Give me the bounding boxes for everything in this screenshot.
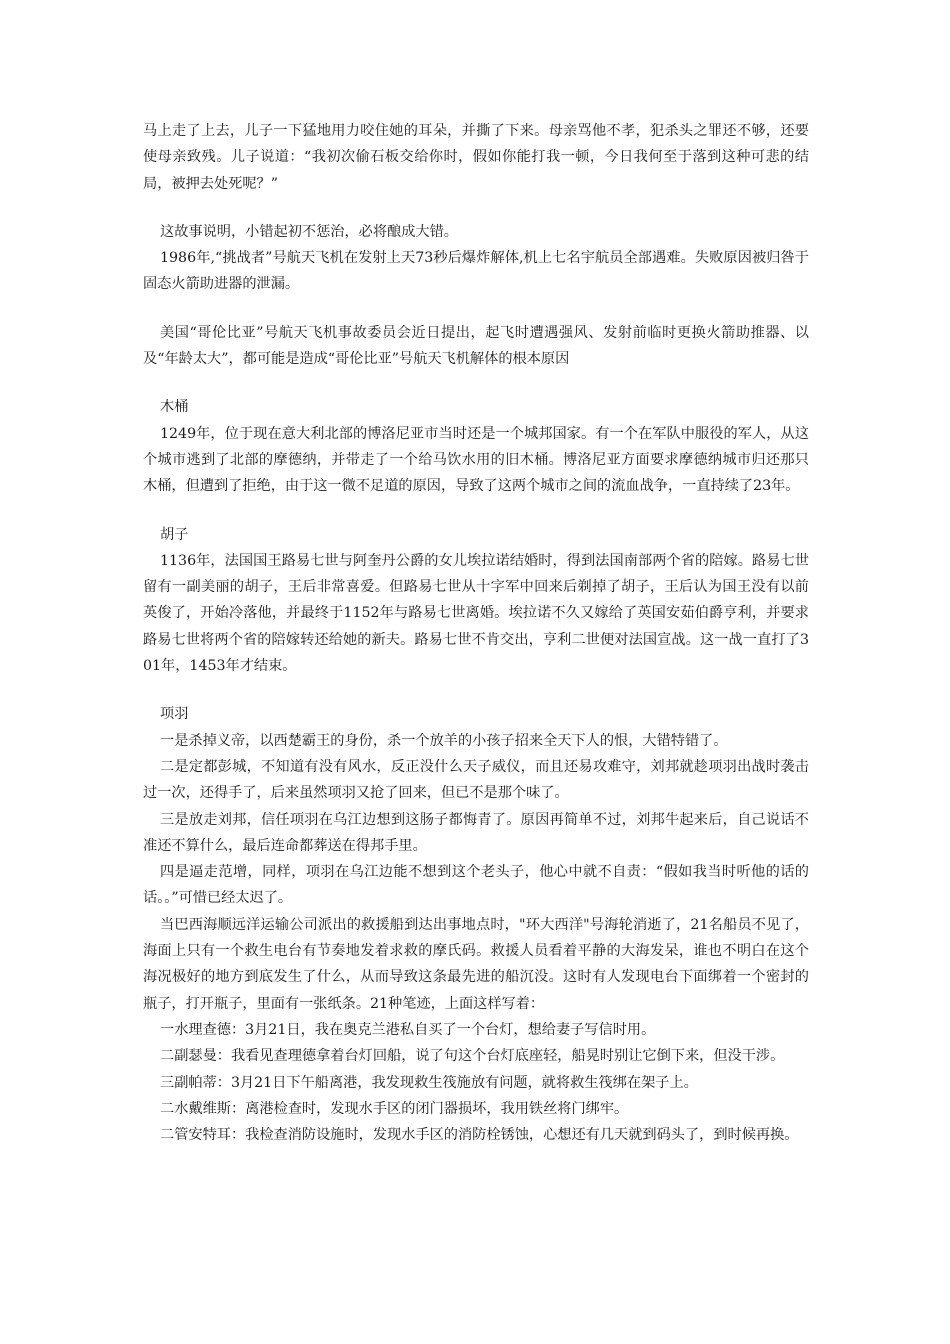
paragraph-challenger: 1986年,“挑战者”号航天飞机在发射上天73秒后爆炸解体,机上七名宇航员全部遇难。失败原因被归咎于固态火箭助进器的泄漏。 [143,250,809,293]
paragraph-gap [143,372,809,394]
paragraph-xiangyu-1: 一是杀掉义帝，以西楚霸王的身份，杀一个放羊的小孩子招来全天下人的恨，大错特错了。 [160,732,728,749]
paragraph-crew-patty: 三副帕蒂：3月21日下午船离港，我发现救生筏施放有问题，就将救生筏绑在架子上。 [160,1074,698,1091]
paragraph-crew-antel: 二管安特耳：我检查消防设施时，发现水手区的消防栓锈蚀，心想还有几天就到码头了，到时候再换。 [160,1127,799,1144]
paragraph-ship-story: 当巴西海顺远洋运输公司派出的救援船到达出事地点时，"环大西洋"号海轮消逝了，21名船员不见了，海面上只有一个救生电台有节奏地发着求救的摩氏码。救援人员看着平静的大海发呆，谁也不明白在这个海况极好的地方到底发生了什么，从而导致这条最先进的船沉没。这时有人发现电台下面绑着一个密封的瓶子，打开瓶子，里面有一张纸条。21种笔迹，上面这样写着： [143,916,809,1012]
paragraph-gap [143,197,809,219]
paragraph-moral: 这故事说明，小错起初不惩治，必将酿成大错。 [160,223,458,240]
paragraph-crew-richard: 一水理查德：3月21日，我在奥克兰港私自买了一个台灯，想给妻子写信时用。 [160,1021,656,1038]
paragraph-bucket-war: 1249年，位于现在意大利北部的博洛尼亚市当时还是一个城邦国家。有一个在军队中服役的军人，从这个城市逃到了北部的摩德纳，并带走了一个给马饮水用的旧木桶。博洛尼亚方面要求摩德纳城市归还那只木桶，但遭到了拒绝，由于这一微不足道的原因，导致了这两个城市之间的流血战争，一直持续了23年。 [143,425,809,495]
document-page [143,118,809,1148]
paragraph-xiangyu-2: 二是定都彭城，不知道有没有风水，反正没什么天子威仪，而且还易攻难守，刘邦就趁项羽出战时袭击过一次，还得手了，后来虽然项羽又抢了回来，但已不是那个味了。 [143,758,809,802]
heading-mutong: 木桶 [160,399,189,416]
paragraph-gap [143,500,809,522]
paragraph-crew-thurman: 二副瑟曼：我看见查理德拿着台灯回船，说了句这个台灯底座轻，船晃时别让它倒下来，但没干涉。 [160,1048,785,1065]
heading-huzi: 胡子 [160,526,189,543]
paragraph-crew-davis: 二水戴维斯：离港检查时，发现水手区的闭门器损坏，我用铁丝将门绑牢。 [160,1100,629,1117]
paragraph-beard-war: 1136年，法国国王路易七世与阿奎丹公爵的女儿埃拉诺结婚时，得到法国南部两个省的陪嫁。路易七世留有一副美丽的胡子，王后非常喜爱。但路易七世从十字军中回来后剃掉了胡子，王后认为国王没有以前英俊了，开始冷落他，并最终于1152年与路易七世离婚。埃拉诺不久又嫁给了英国安茹伯爵亨利，并要求路易七世将两个省的陪嫁转还给她的新夫。路易七世不肯交出，亨利二世便对法国宣战。这一战一直打了301年，1453年才结束。 [143,552,809,675]
paragraph-mother-son-ending: 马上走了上去，儿子一下猛地用力咬住她的耳朵，并撕了下来。母亲骂他不孝，犯杀头之罪还不够，还要使母亲致残。儿子说道：“我初次偷石板交给你时，假如你能打我一顿，今日我何至于落到这种可悲的结局，被押去处死呢？” [143,123,809,192]
paragraph-columbia: 美国“哥伦比亚”号航天飞机事故委员会近日提出，起飞时遭遇强风、发射前临时更换火箭助推器、以及“年龄太大”，都可能是造成“哥伦比亚”号航天飞机解体的根本原因 [143,324,809,368]
paragraph-gap [143,298,809,320]
paragraph-xiangyu-3: 三是放走刘邦，信任项羽在乌江边想到这肠子都悔青了。原因再简单不过，刘邦牛起来后，自己说话不准还不算什么，最后连命都葬送在得邦手里。 [143,811,809,854]
heading-xiangyu: 项羽 [160,706,189,723]
paragraph-gap [143,679,809,701]
paragraph-xiangyu-4: 四是逼走范增，同样，项羽在乌江边能不想到这个老头子，他心中就不自责：“假如我当时听他的话的话。。”可惜已经太迟了。 [143,864,809,907]
